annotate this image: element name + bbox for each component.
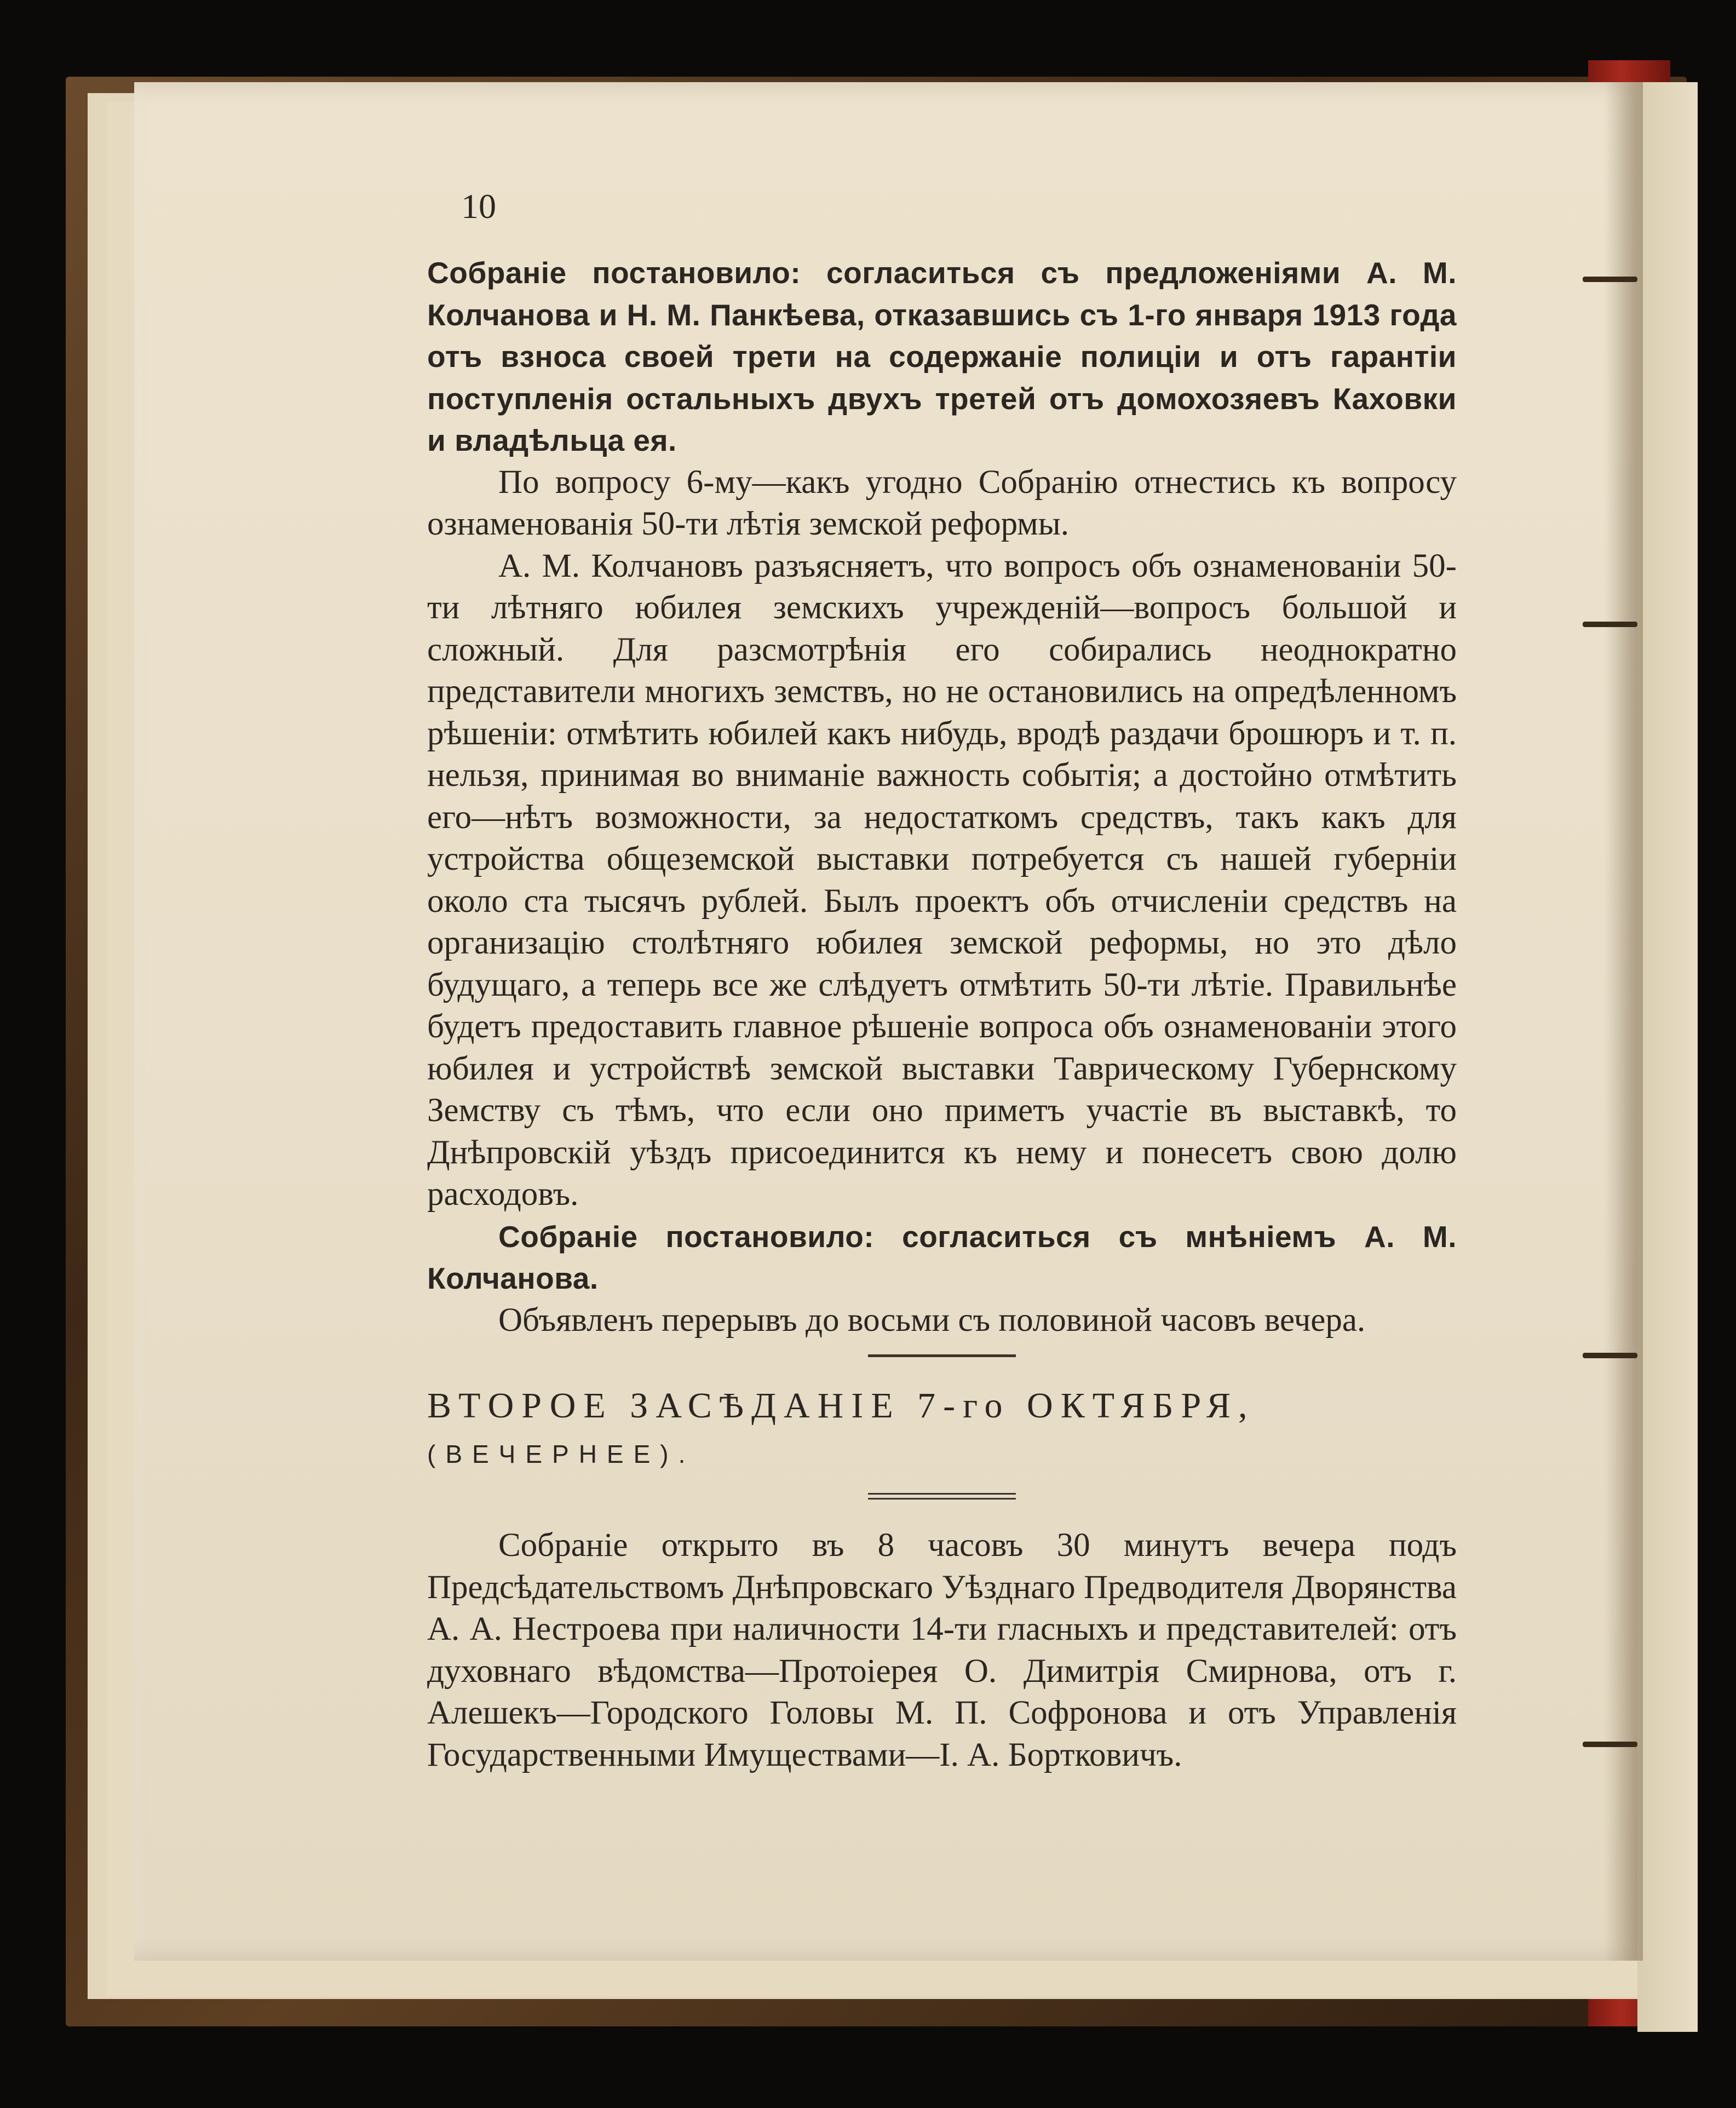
body-paragraph: Объявленъ перерывъ до восьми съ половиной часовъ вечера. xyxy=(498,1301,1366,1339)
page-gutter-shadow xyxy=(1605,82,1643,1961)
section-divider-double xyxy=(868,1493,1016,1500)
body-paragraph: А. М. Колчановъ разъясняетъ, что вопросъ объ ознаменованіи 50-ти лѣтняго юбилея земскихъ учрежденій—вопросъ большой и сложный. Для разсмотрѣнія его собирались неоднократно представители многихъ земствъ, но не остановились на опредѣленномъ рѣшеніи: отмѣтить юбилей какъ нибудь, вродѣ раздачи брошюръ и т. п. нельзя, принимая во вниманіе важность событія; а достойно отмѣтить его—нѣтъ возможности, за недостаткомъ средствъ, такъ какъ для устройства общеземской выставки потребуется съ нашей губерніи около ста тысячъ рублей. Былъ проектъ объ отчисленіи средствъ на организацію столѣтняго юбилея земской реформы, но это дѣло будущаго, а теперь все же слѣдуетъ отмѣтить 50-ти лѣтіе. Правильнѣе будетъ предоставить главное рѣшеніе вопроса объ ознаменованіи этого юбилея и устройствѣ земской выставки Таврическому Губернскому Земству съ тѣмъ, что если оно приметъ участіе въ выставкѣ, то Днѣпровскій уѣздъ присоединится къ нему и понесетъ свою долю расходовъ. xyxy=(427,547,1457,1213)
binding-stitch xyxy=(1583,1353,1637,1358)
binding-stitch xyxy=(1583,277,1637,282)
section-divider xyxy=(868,1354,1016,1357)
section-subheading: (ВЕЧЕРНЕЕ). xyxy=(427,1440,695,1468)
binding-stitch xyxy=(1583,1742,1637,1747)
body-paragraph: По вопросу 6-му—какъ угодно Собранію отнестись къ вопросу ознаменованія 50-ти лѣтія земской реформы. xyxy=(427,463,1457,542)
body-paragraph: Собраніе открыто въ 8 часовъ 30 минутъ вечера подъ Предсѣдательствомъ Днѣпровскаго Уѣзднаго Предводителя Дворянства А. А. Нестроева при наличности 14-ти гласныхъ и представителей: отъ духовнаго вѣдомства—Протоіерея О. Димитрія Смирнова, отъ г. Алешекъ—Городского Головы М. П. Софронова и отъ Управленія Государственными Имуществами—І. А. Бортковичъ. xyxy=(427,1527,1457,1773)
resolution-paragraph: Собраніе постановило: согласиться съ предложеніями А. М. Колчанова и Н. М. Панкѣева, отказавшись съ 1-го января 1913 года отъ взноса своей трети на содержаніе полиціи и отъ гарантіи поступленія остальныхъ двухъ третей отъ домохозяевъ Каховки и владѣльца ея. xyxy=(427,256,1457,457)
section-heading: ВТОРОЕ ЗАСѢДАНІЕ 7-го ОКТЯБРЯ, xyxy=(427,1386,1255,1426)
resolution-paragraph: Собраніе постановило: согласиться съ мнѣніемъ А. М. Колчанова. xyxy=(427,1219,1457,1295)
binding-stitch xyxy=(1583,622,1637,627)
page-number: 10 xyxy=(461,187,496,226)
facing-page-edge xyxy=(1637,82,1698,2032)
page-body xyxy=(427,181,1457,1776)
